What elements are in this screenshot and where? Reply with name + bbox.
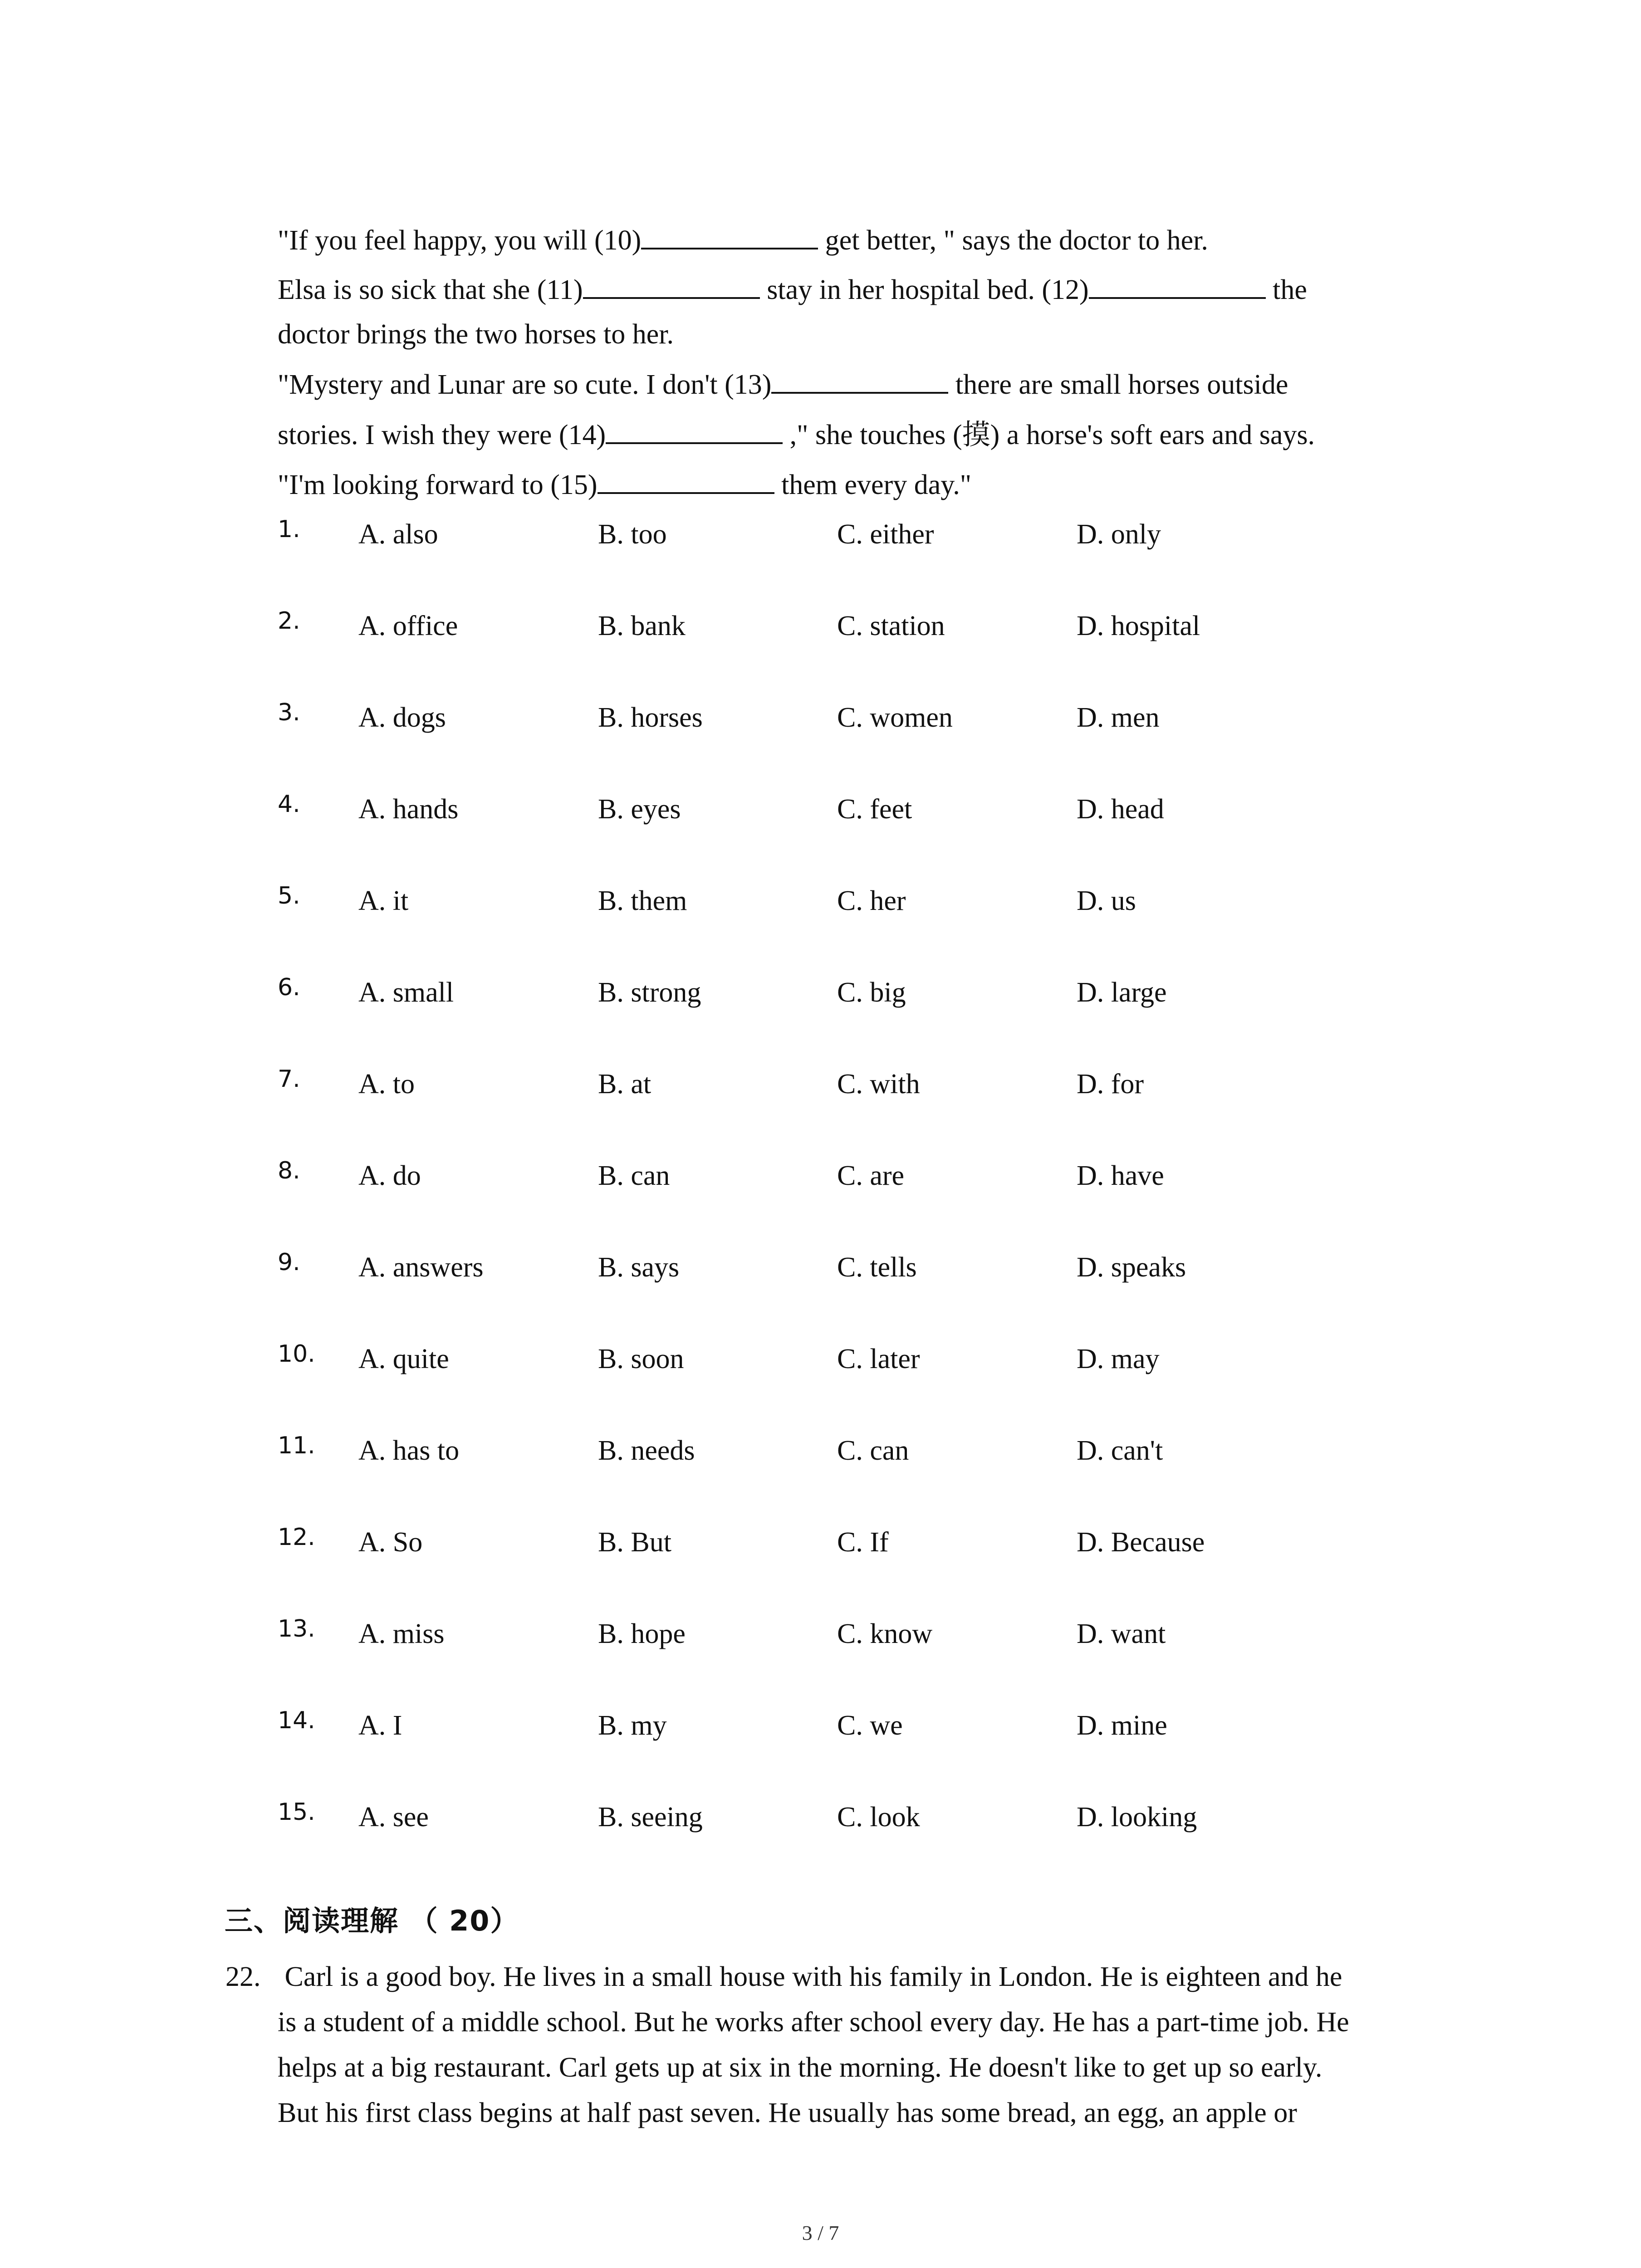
reading-line: Carl is a good boy. He lives in a small house with his family in London. He is eighteen and he xyxy=(278,1961,1342,1992)
option-b[interactable]: B. my xyxy=(598,1710,667,1741)
option-b[interactable]: B. can xyxy=(598,1160,670,1191)
option-a[interactable]: A. dogs xyxy=(358,702,446,733)
answer-blank[interactable] xyxy=(641,221,818,249)
question-row xyxy=(0,1521,1641,1562)
answer-blank[interactable] xyxy=(1089,271,1266,299)
option-a[interactable]: A. do xyxy=(358,1160,421,1191)
option-a[interactable]: A. small xyxy=(358,977,454,1008)
option-d[interactable]: D. for xyxy=(1077,1069,1144,1100)
answer-blank[interactable] xyxy=(606,416,783,444)
option-c[interactable]: C. tells xyxy=(837,1252,917,1283)
option-c[interactable]: C. can xyxy=(837,1435,909,1466)
option-a[interactable]: A. it xyxy=(358,885,409,916)
question-number: 5. xyxy=(278,882,300,909)
question-row xyxy=(0,605,1641,646)
question-number: 10. xyxy=(278,1340,315,1368)
option-b[interactable]: B. needs xyxy=(598,1435,695,1466)
option-a[interactable]: A. I xyxy=(358,1710,402,1741)
option-c[interactable]: C. are xyxy=(837,1160,905,1191)
option-b[interactable]: B. at xyxy=(598,1069,652,1100)
passage-line: Elsa is so sick that she (11) stay in her hospital bed. (12) the xyxy=(278,271,1307,308)
option-c[interactable]: C. feet xyxy=(837,794,912,825)
page-number: 3 / 7 xyxy=(802,2221,839,2244)
option-a[interactable]: A. has to xyxy=(358,1435,460,1466)
passage-line: "If you feel happy, you will (10) get better, " says the doctor to her. xyxy=(278,221,1208,259)
question-number: 3. xyxy=(278,699,300,726)
question-row xyxy=(0,1155,1641,1196)
option-d[interactable]: D. men xyxy=(1077,702,1160,733)
question-number: 14. xyxy=(278,1707,315,1734)
passage-line: stories. I wish they were (14) ," she touches (摸) a horse's soft ears and says. xyxy=(278,416,1315,453)
option-a[interactable]: A. quite xyxy=(358,1344,449,1374)
reading-line: But his first class begins at half past seven. He usually has some bread, an egg, an apple or xyxy=(278,2097,1297,2128)
option-c[interactable]: C. either xyxy=(837,519,934,550)
question-number: 1. xyxy=(278,516,300,543)
question-number: 11. xyxy=(278,1432,315,1459)
option-c[interactable]: C. know xyxy=(837,1618,933,1649)
option-a[interactable]: A. miss xyxy=(358,1618,445,1649)
question-number: 9. xyxy=(278,1249,300,1276)
option-c[interactable]: C. look xyxy=(837,1802,920,1833)
option-d[interactable]: D. only xyxy=(1077,519,1161,550)
section-heading: 三、阅读理解 （ 20） xyxy=(225,1904,519,1937)
option-b[interactable]: B. soon xyxy=(598,1344,684,1374)
answer-blank[interactable] xyxy=(771,366,948,394)
option-c[interactable]: C. with xyxy=(837,1069,920,1100)
option-d[interactable]: D. can't xyxy=(1077,1435,1163,1466)
passage-line: "Mystery and Lunar are so cute. I don't (13) there are small horses outside xyxy=(278,366,1288,403)
question-row xyxy=(0,1705,1641,1745)
option-b[interactable]: B. too xyxy=(598,519,667,550)
option-d[interactable]: D. head xyxy=(1077,794,1164,825)
option-d[interactable]: D. have xyxy=(1077,1160,1164,1191)
option-a[interactable]: A. also xyxy=(358,519,438,550)
option-b[interactable]: B. hope xyxy=(598,1618,686,1649)
option-d[interactable]: D. Because xyxy=(1077,1527,1205,1558)
option-b[interactable]: B. But xyxy=(598,1527,671,1558)
question-number: 6. xyxy=(278,974,300,1001)
question-row xyxy=(0,1796,1641,1837)
reading-line: is a student of a middle school. But he works after school every day. He has a part-time job. He xyxy=(278,2007,1349,2038)
reading-line: helps at a big restaurant. Carl gets up at six in the morning. He doesn't like to get up so early. xyxy=(278,2052,1323,2083)
option-b[interactable]: B. eyes xyxy=(598,794,681,825)
option-c[interactable]: C. later xyxy=(837,1344,920,1374)
option-b[interactable]: B. strong xyxy=(598,977,701,1008)
option-b[interactable]: B. bank xyxy=(598,611,686,641)
option-a[interactable]: A. office xyxy=(358,611,458,641)
option-b[interactable]: B. horses xyxy=(598,702,703,733)
question-number: 2. xyxy=(278,607,300,635)
question-row xyxy=(0,1338,1641,1379)
option-a[interactable]: A. So xyxy=(358,1527,423,1558)
question-number: 15. xyxy=(278,1799,315,1826)
option-d[interactable]: D. may xyxy=(1077,1344,1160,1374)
option-d[interactable]: D. speaks xyxy=(1077,1252,1186,1283)
option-a[interactable]: A. see xyxy=(358,1802,429,1833)
option-d[interactable]: D. hospital xyxy=(1077,611,1200,641)
answer-blank[interactable] xyxy=(583,271,760,299)
option-c[interactable]: C. women xyxy=(837,702,953,733)
question-row xyxy=(0,1246,1641,1287)
question-row xyxy=(0,788,1641,829)
answer-blank[interactable] xyxy=(598,466,774,494)
option-c[interactable]: C. If xyxy=(837,1527,889,1558)
question-number: 7. xyxy=(278,1066,300,1093)
option-a[interactable]: A. to xyxy=(358,1069,415,1100)
option-c[interactable]: C. her xyxy=(837,885,906,916)
option-d[interactable]: D. looking xyxy=(1077,1802,1197,1833)
option-d[interactable]: D. want xyxy=(1077,1618,1166,1649)
question-row xyxy=(0,1613,1641,1654)
option-b[interactable]: B. seeing xyxy=(598,1802,703,1833)
question-row xyxy=(0,1063,1641,1104)
question-number: 8. xyxy=(278,1157,300,1184)
question-number: 22. xyxy=(225,1961,261,1992)
passage-line: "I'm looking forward to (15) them every day." xyxy=(278,466,971,503)
question-number: 4. xyxy=(278,791,300,818)
question-number: 13. xyxy=(278,1615,315,1642)
option-a[interactable]: A. hands xyxy=(358,794,459,825)
option-d[interactable]: D. us xyxy=(1077,885,1136,916)
option-c[interactable]: C. big xyxy=(837,977,906,1008)
question-row xyxy=(0,513,1641,554)
question-number: 12. xyxy=(278,1524,315,1551)
passage-line: doctor brings the two horses to her. xyxy=(278,319,674,350)
option-b[interactable]: B. them xyxy=(598,885,687,916)
question-row xyxy=(0,972,1641,1012)
question-row xyxy=(0,880,1641,921)
question-row xyxy=(0,697,1641,738)
option-c[interactable]: C. station xyxy=(837,611,945,641)
option-b[interactable]: B. says xyxy=(598,1252,680,1283)
question-row xyxy=(0,1430,1641,1471)
option-d[interactable]: D. mine xyxy=(1077,1710,1167,1741)
option-d[interactable]: D. large xyxy=(1077,977,1167,1008)
option-c[interactable]: C. we xyxy=(837,1710,903,1741)
option-a[interactable]: A. answers xyxy=(358,1252,484,1283)
